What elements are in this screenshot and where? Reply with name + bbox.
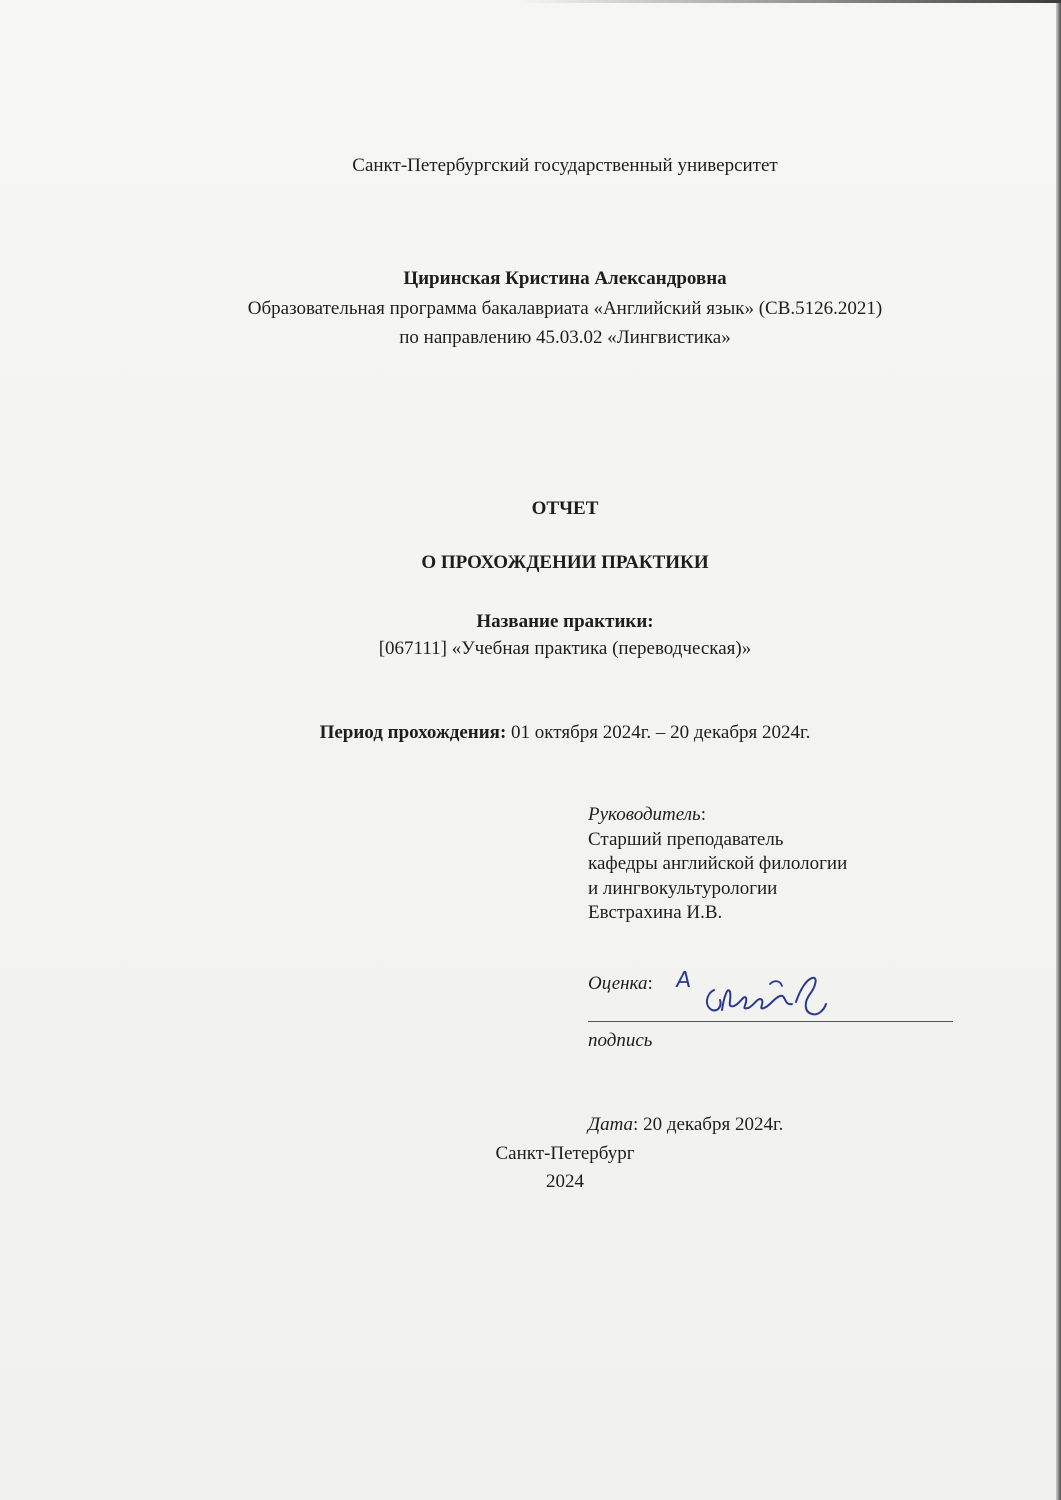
scan-edge-right (1056, 0, 1061, 1500)
period-label: Период прохождения: (319, 722, 507, 743)
grade-label: Оценка (588, 973, 648, 994)
footer-city: Санкт-Петербург (495, 1143, 635, 1164)
supervisor-position-3: и лингвокультурологии (588, 877, 778, 899)
footer-year: 2024 (546, 1171, 584, 1192)
scan-edge-top (520, 0, 1061, 3)
grade-colon: : (647, 973, 653, 994)
supervisor-label: Руководитель (588, 804, 701, 825)
practice-name: [067111] «Учебная практика (переводческая)» (378, 638, 752, 659)
report-subtitle: О ПРОХОЖДЕНИИ ПРАКТИКИ (421, 552, 709, 573)
program-line: Образовательная программа бакалавриата «Английский язык» (СВ.5126.2021) (247, 298, 883, 319)
supervisor-position-1: Старший преподаватель (588, 828, 784, 850)
practice-name-label: Название практики: (476, 611, 654, 632)
report-title: ОТЧЕТ (531, 498, 599, 519)
supervisor-block (588, 803, 847, 926)
period-value: 01 октября 2024г. – 20 декабря 2024г. (506, 722, 811, 743)
direction-line: по направлению 45.03.02 «Лингвистика» (399, 327, 731, 348)
signature-line (588, 1021, 953, 1022)
university-name: Санкт-Петербургский государственный университет (352, 155, 778, 176)
period-line (0, 720, 1061, 746)
handwritten-grade: A (674, 968, 693, 993)
supervisor-position-2: кафедры английской филологии (588, 853, 848, 874)
date-value: : 20 декабря 2024г. (633, 1114, 784, 1135)
supervisor-name: Евстрахина И.В. (588, 902, 723, 923)
grade-line (588, 972, 653, 997)
date-line (588, 1113, 783, 1138)
supervisor-label-line (588, 803, 847, 828)
handwritten-signature (700, 972, 830, 1022)
date-label: Дата (588, 1114, 634, 1135)
supervisor-colon: : (700, 804, 706, 825)
student-name: Циринская Кристина Александровна (403, 268, 727, 289)
signature-caption: подпись (588, 1030, 653, 1051)
